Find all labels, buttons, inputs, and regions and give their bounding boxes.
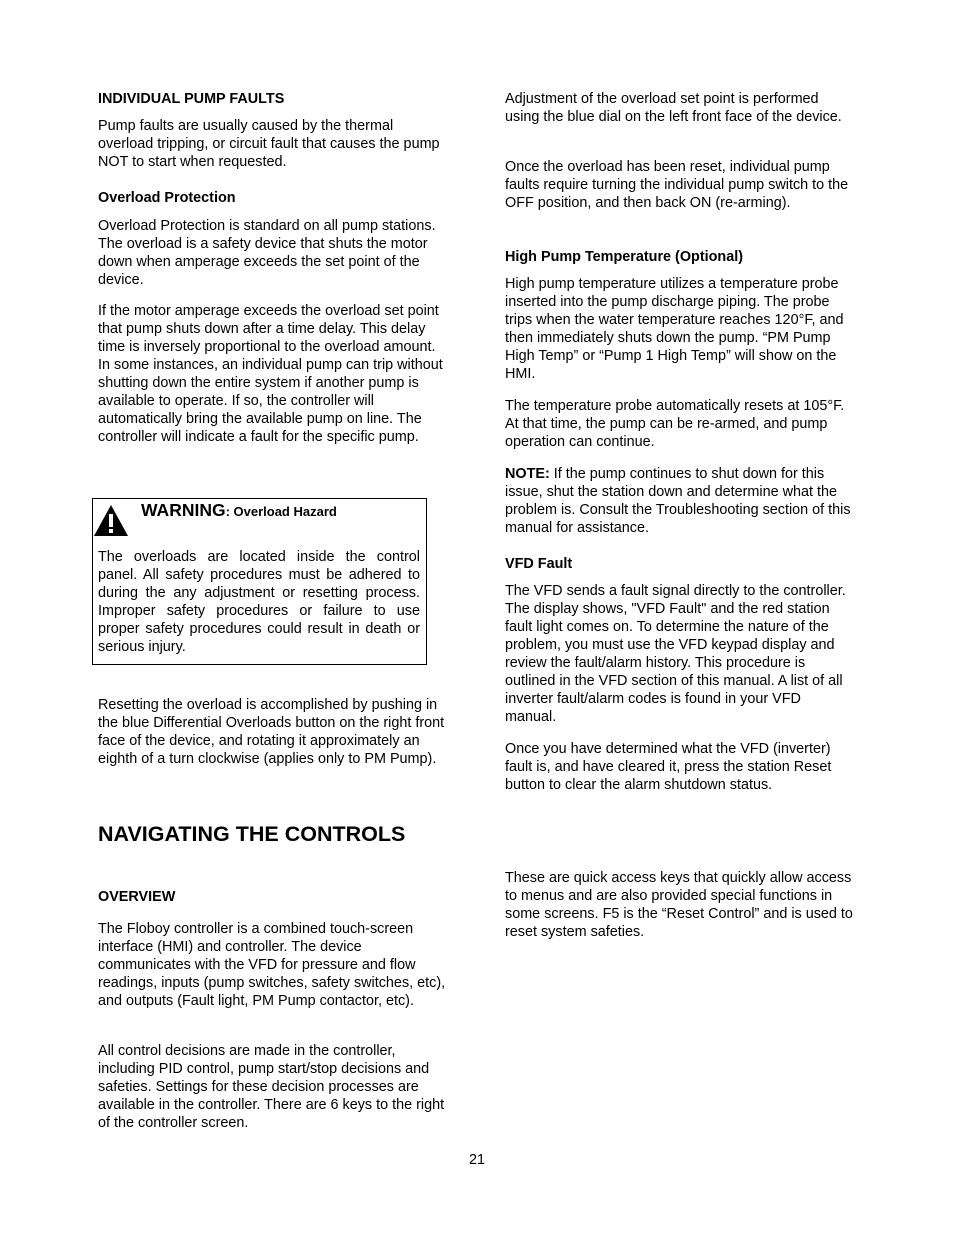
warning-subtitle: : Overload Hazard xyxy=(225,504,337,519)
note-paragraph xyxy=(505,465,855,537)
overload-protection-p2: If the motor amperage exceeds the overload set point that pump shuts down after a time delay. This delay time is inversely proportional to the overload amount. In some instances, an individual pump can trip without shutting down the entire system if another pump is available to operate. If so, the controller will automatically bring the available pump on line. The controller will indicate a fault for the specific pump. xyxy=(98,303,443,445)
page-number: 21 xyxy=(468,1152,485,1168)
high-temp-p2: The temperature probe automatically resets at 105°F. At that time, the pump can be re-armed, and pump operation can continue. xyxy=(505,398,845,450)
quick-keys-text: These are quick access keys that quickly allow access to menus and are also provided special functions in some screens. F5 is the “Reset Control” and is used to reset system safeties. xyxy=(505,870,853,940)
warning-title xyxy=(141,499,337,523)
high-temp-p1: High pump temperature utilizes a temperature probe inserted into the pump discharge piping. The probe trips when the water temperature reaches 120°F, and then immediately shuts down the pump. “PM Pump High Temp” or “Pump 1 High Temp” will show on the HMI. xyxy=(505,276,844,382)
resetting-text: Resetting the overload is accomplished by pushing in the blue Differential Overloads button on the right front face of the device, and rotating it approximately an eighth of a turn clockwise (applies only to PM Pump). xyxy=(98,697,445,767)
adjustment-text: Adjustment of the overload set point is performed using the blue dial on the left front face of the device. xyxy=(505,91,842,125)
note-label: NOTE: xyxy=(505,466,550,482)
overview-p2: All control decisions are made in the controller, including PID control, pump start/stop decisions and safeties. Settings for these decision processes are available in the controller. There are 6 keys to the right of the controller screen. xyxy=(98,1043,445,1131)
reset-text: Once the overload has been reset, individual pump faults require turning the individual pump switch to the OFF position, and then back ON (re-arming). xyxy=(505,159,849,211)
overload-protection-heading: Overload Protection xyxy=(98,190,236,206)
overview-heading: OVERVIEW xyxy=(98,889,176,905)
overload-protection-p1: Overload Protection is standard on all pump stations. The overload is a safety device that shuts the motor down when amperage exceeds the set point of the device. xyxy=(98,218,436,288)
individual-pump-faults-heading: INDIVIDUAL PUMP FAULTS xyxy=(98,91,285,107)
warning-box xyxy=(92,498,427,665)
warning-text: The overloads are located inside the control panel. All safety procedures must be adhered to during the any adjustment or resetting process. Improper safety procedures or failure to use proper safety procedures could result in death or serious injury. xyxy=(98,549,420,655)
warning-label: WARNING xyxy=(141,500,226,520)
navigating-heading: NAVIGATING THE CONTROLS xyxy=(98,822,406,846)
vfd-fault-heading: VFD Fault xyxy=(505,556,573,572)
vfd-fault-p2: Once you have determined what the VFD (inverter) fault is, and have cleared it, press the station Reset button to clear the alarm shutdown status. xyxy=(505,741,832,793)
individual-pump-faults-text: Pump faults are usually caused by the thermal overload tripping, or circuit fault that causes the pump NOT to start when requested. xyxy=(98,118,440,170)
high-temp-heading: High Pump Temperature (Optional) xyxy=(505,249,743,265)
note-text: If the pump continues to shut down for this issue, shut the station down and determine what the problem is. Consult the Troubleshooting section of this manual for assistance. xyxy=(505,466,851,536)
warning-triangle-icon xyxy=(93,503,129,537)
vfd-fault-p1: The VFD sends a fault signal directly to the controller. The display shows, "VFD Fault" and the red station fault light comes on. To determine the nature of the problem, you must use the VFD keypad display and review the fault/alarm history. This procedure is outlined in the VFD section of this manual. A list of all inverter fault/alarm codes is found in your VFD manual. xyxy=(505,583,846,725)
overview-p1: The Floboy controller is a combined touch-screen interface (HMI) and controller. The device communicates with the VFD for pressure and flow readings, inputs (pump switches, safety switches, etc), and outputs (Fault light, PM Pump contactor, etc). xyxy=(98,921,446,1009)
